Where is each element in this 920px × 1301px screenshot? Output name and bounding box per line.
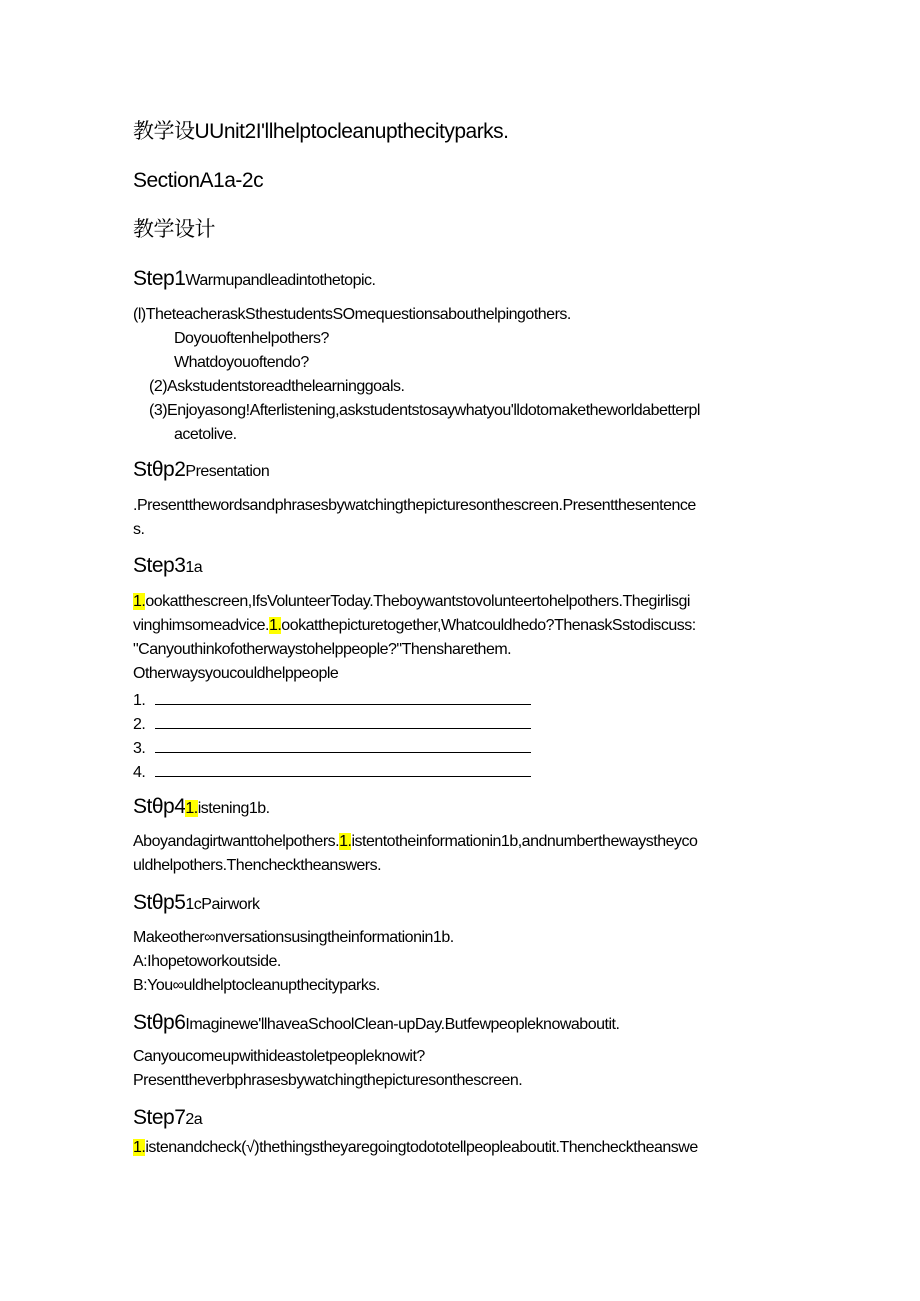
step4-heading (133, 796, 270, 817)
step1-line-2: Doyouoftenhelpothers? (174, 330, 329, 347)
step2-heading (133, 459, 269, 480)
highlight-mark: 1. (133, 1139, 146, 1156)
fill-in-blank[interactable] (155, 762, 531, 777)
step1-line-3: Whatdoyouoftendo? (174, 354, 309, 371)
step2-title: Presentation (185, 463, 270, 480)
step3-heading (133, 555, 202, 576)
step3-title: 1a (185, 559, 203, 576)
step5-heading (133, 892, 260, 913)
highlight-mark: 1. (339, 833, 352, 850)
step1-label: Step1 (133, 267, 186, 290)
step4-line-1a: Aboyandagirtwanttohelpothers. (133, 833, 340, 850)
highlight-mark: 1. (133, 593, 146, 610)
blank-number: 3. (133, 740, 146, 757)
step4-label: Stθp4 (133, 795, 186, 818)
step3-line-2a: vinghimsomeadvice. (133, 617, 269, 634)
blank-line-3 (133, 738, 531, 757)
step1-line-4: (2)Askstudentstoreadthelearninggoals. (149, 378, 405, 395)
step1-line-6: acetolive. (174, 426, 237, 443)
highlight-mark: 1. (268, 617, 282, 634)
step4-title: istening1b. (197, 800, 270, 817)
step6-line-2: Presenttheverbphrasesbywatchingthepicturesonthescreen. (133, 1072, 523, 1089)
blank-number: 4. (133, 764, 146, 781)
blank-line-1 (133, 690, 531, 709)
step6-line-1: Canyoucomeupwithideastoletpeopleknowit? (133, 1048, 425, 1065)
step2-line-2: s. (133, 521, 145, 538)
step7-heading (133, 1107, 202, 1128)
blank-line-2 (133, 714, 531, 733)
design-heading: 教学设计 (133, 218, 215, 241)
step1-line-1: (l)TheteacheraskSthestudentsSOmequestionsabouthelpingothers. (133, 306, 571, 323)
section-heading: SectionA1a-2c (133, 169, 264, 192)
step2-line-1: .Presentthewordsandphrasesbywatchingthepicturesonthescreen.Presentthesentence (133, 497, 696, 514)
step3-line-1 (133, 594, 690, 610)
blank-line-4 (133, 762, 531, 781)
step2-label: Stθp2 (133, 458, 186, 481)
step7-line-1-text: istenandcheck(√)thethingstheyaregoingtodototellpeopleaboutit.Thenchecktheanswe (145, 1139, 698, 1156)
step7-title: 2a (185, 1111, 203, 1128)
step4-line-2: uldhelpothers.Thenchecktheanswers. (133, 857, 382, 874)
fill-in-blank[interactable] (155, 714, 531, 729)
step3-label: Step3 (133, 554, 186, 577)
step6-label: Stθp6 (133, 1011, 186, 1034)
fill-in-blank[interactable] (155, 738, 531, 753)
step5-title: 1cPairwork (185, 896, 260, 913)
step3-line-1-text: ookatthescreen,IfsVolunteerToday.Theboywantstovolunteertohelpothers.Thegirlisgi (145, 593, 690, 610)
step1-line-5: (3)Enjoyasong!Afterlistening,askstudentstosaywhatyou'lldotomaketheworldabetterpl (149, 402, 700, 419)
step5-line-1: Makeother∞nversationsusingtheinformationin1b. (133, 929, 454, 946)
step7-label: Step7 (133, 1106, 186, 1129)
doc-title: 教学设UUnit2I'llhelptocleanupthecityparks. (133, 120, 509, 143)
highlight-mark: 1. (185, 800, 198, 817)
blank-number: 2. (133, 716, 146, 733)
step5-line-2: A:Ihopetoworkoutside. (133, 953, 281, 970)
step3-line-3: "Canyouthinkofotherwaystohelppeople?"Thensharethem. (133, 641, 512, 658)
step4-line-1 (133, 834, 697, 850)
step6-title: Imaginewe'llhaveaSchoolClean-upDay.Butfewpeopleknowaboutit. (185, 1016, 620, 1033)
step5-label: Stθp5 (133, 891, 186, 914)
step3-line-2 (133, 618, 696, 634)
step1-heading (133, 268, 375, 289)
step1-title: Warmupandleadintothetopic. (185, 272, 376, 289)
step5-line-3: B:You∞uldhelptocleanupthecityparks. (133, 977, 380, 994)
step3-line-4: Otherwaysyoucouldhelppeople (133, 665, 339, 682)
step7-line-1 (133, 1140, 698, 1156)
blank-number: 1. (133, 692, 146, 709)
step3-line-2b: ookatthepicturetogether,Whatcouldhedo?ThenaskSstodiscuss: (281, 617, 696, 634)
step6-heading (133, 1012, 619, 1033)
fill-in-blank[interactable] (155, 690, 531, 705)
step4-line-1b: istentotheinformationin1b,andnumberthewaystheyco (351, 833, 698, 850)
